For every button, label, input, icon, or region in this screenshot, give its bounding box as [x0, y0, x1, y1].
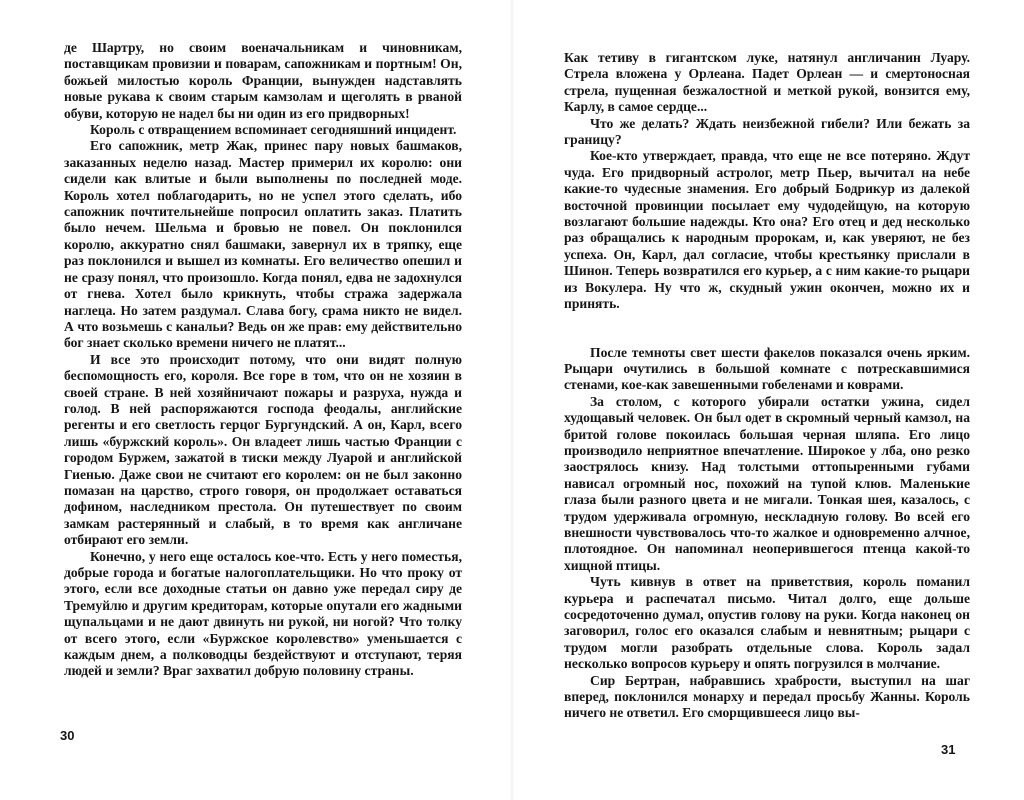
- paragraph: Конечно, у него еще осталось кое-что. Есть у него поместья, добрые города и богатые налогоплательщики. Но что проку от этого, если все доходные статьи он давно уже передал сиру де Тремуйлю и другим кредиторам, которые опутали его жадными щупальцами и не дают двинуть ни рукой, ни ногой? Что толку от всего этого, если «Буржское королевство» уменьшается с каждым днем, а полководцы бездействуют и отступают, теряя людей и земли? Враг захватил добрую половину страны.: [64, 548, 462, 679]
- paragraph: Что же делать? Ждать неизбежной гибели? Или бежать за границу?: [564, 115, 970, 148]
- right-page: [512, 0, 1024, 800]
- paragraph: И все это происходит потому, что они видят полную беспомощность его, короля. Все горе в том, что он не хозяин в своей стране. В ней хозяйничают пожары и разруха, нужда и голод. В ней распоряжаются господа феодалы, английские регенты и его светлость герцог Бургундский. А он, Карл, всего лишь «буржский король». Он владеет лишь частью Франции с городом Буржем, зажатой в тиски между Луарой и английской Гиенью. Даже свои не считают его королем: он не был законно помазан на царство, строго говоря, он продолжает оставаться дофином, наследником престола. Он путешествует по своим замкам растерянный и слабый, в то время как англичане отбирают его земли.: [64, 351, 462, 548]
- paragraph: За столом, с которого убирали остатки ужина, сидел худощавый человек. Он был одет в скромный черный камзол, на бритой голове покоилась большая черная шляпа. Его лицо производило неприятное впечатление. Широкое у лба, оно резко заострялось книзу. Над толстыми оттопыренными губами нависал огромный нос, похожий на тупой клюв. Маленькие глаза были разного цвета и не мигали. Тонкая шея, казалось, с трудом удерживала огромную, нескладную голову. Во всей его внешности чувствовалось что-то жалкое и одновременно алчное, плотоядное. Он напоминал неоперившегося птенца какой-то хищной птицы.: [564, 393, 970, 573]
- paragraph: Его сапожник, метр Жак, принес пару новых башмаков, заказанных неделю назад. Мастер примерил их королю: они сидели как влитые и были выполнены по последней моде. Король хотел поблагодарить, но не успел этого сделать, ибо сапожник почтительнейше попросил оплатить заказ. Платить было нечем. Шельма и бровью не повел. Он поклонился королю, аккуратно снял башмаки, завернул их в тряпку, еще раз поклонился и вышел из комнаты. Его величество опешил и не сразу понял, что произошло. Когда понял, едва не задохнулся от гнева. Хотел было крикнуть, чтобы стража задержала наглеца. Но затем раздумал. Слава богу, срама никто не видел. А что возьмешь с канальи? Ведь он же прав: ему действительно бог знает сколько времени ничего не платят...: [64, 138, 462, 351]
- section-break: [564, 313, 970, 345]
- paragraph: Сир Бертран, набравшись храбрости, выступил на шаг вперед, поклонился монарху и передал просьбу Жанны. Король ничего не ответил. Его сморщившееся лицо вы-: [564, 672, 970, 721]
- paragraph: Король с отвращением вспоминает сегодняшний инцидент.: [90, 122, 457, 138]
- paragraph: Чуть кивнув в ответ на приветствия, король поманил курьера и распечатал письмо. Читал долго, еще дольше сосредоточенно думал, опустив голову на руки. Когда наконец он заговорил, голос его оказался слабым и невнятным; рыцари с трудом могли разобрать отдельные слова. Король задал несколько вопросов курьеру и опять погрузился в молчание.: [564, 574, 970, 672]
- page-number: 31: [941, 742, 956, 757]
- paragraph: После темноты свет шести факелов показался очень ярким. Рыцари очутились в большой комнате с потрескавшимися стенами, кое-как завешенными гобеленами и коврами.: [564, 344, 970, 393]
- paragraph: де Шартру, но своим военачальникам и чиновникам, поставщикам провизии и поварам, сапожникам и портным! Он, божьей милостью король Франции, вынужден надставлять новые рукава к своим старым камзолам и щеголять в рваной обуви, которую не надел бы ни один из его придворных!: [64, 40, 462, 121]
- right-page-text: [564, 50, 970, 722]
- paragraph: Как тетиву в гигантском луке, натянул англичанин Луару. Стрела вложена у Орлеана. Падет Орлеан — и смертоносная стрела, пущенная безжалостной и меткой рукой, вонзится ему, Карлу, в самое сердце...: [564, 50, 970, 115]
- paragraph: Кое-кто утверждает, правда, что еще не все потеряно. Ждут чуда. Его придворный астролог, метр Пьер, вычитал на небе какие-то чудесные знамения. Его добрый Бодрикур из далекой восточной провинции посылает ему чудодейщую, на которую возлагают большие надежды. Кто она? Его отец и дед несколько раз обращались к народным пророкам, и, как уверяют, не без успеха. Он, Карл, дал согласие, чтобы крестьянку прислали в Шинон. Теперь возвратился его курьер, а с ним какие-то рыцари из Вокулера. Ну что ж, скудный ужин окончен, можно их и принять.: [564, 148, 970, 312]
- left-page-text: [64, 40, 462, 680]
- page-number: 30: [60, 728, 75, 743]
